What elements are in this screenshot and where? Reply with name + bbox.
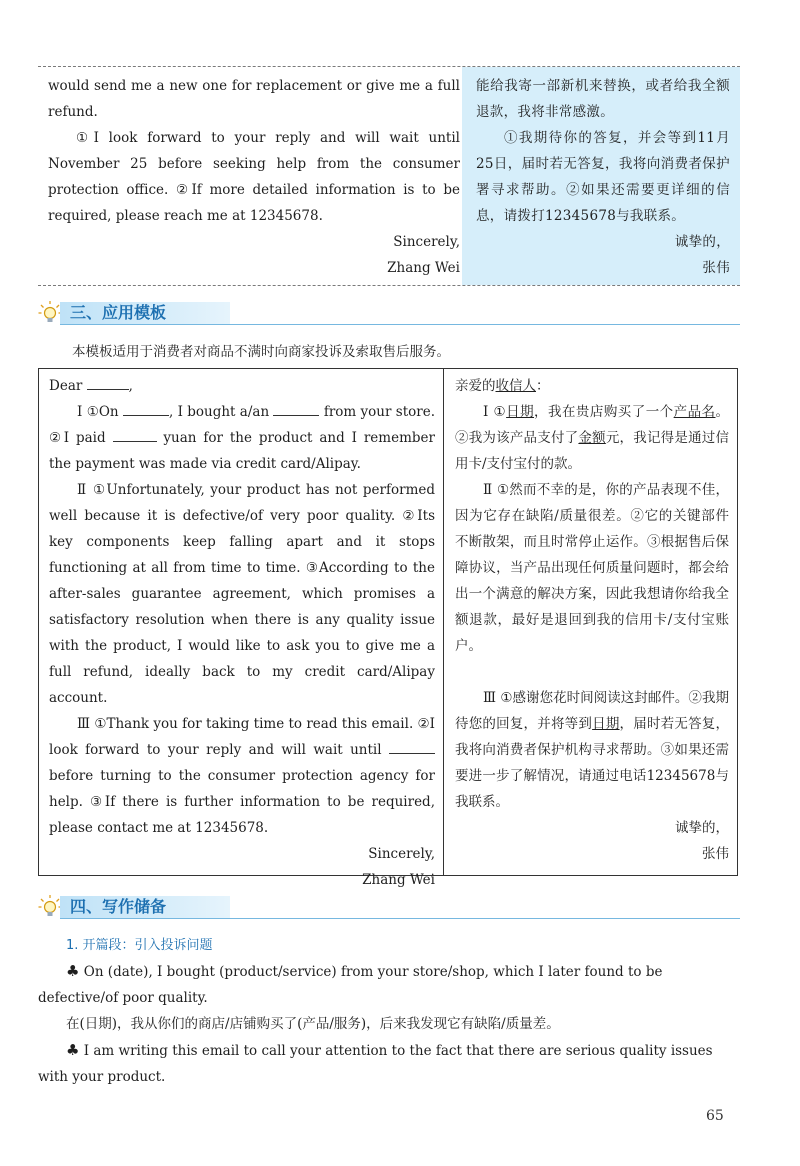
tpl-en-dear: Dear — [49, 378, 83, 394]
lightbulb-icon — [38, 894, 62, 920]
blank-deadline — [389, 739, 435, 754]
phrase-en-2: I am writing this email to call your attention to the fact that there are serious quality issues with your product. — [38, 1043, 713, 1085]
tpl-cn-product: 产品名 — [673, 404, 716, 420]
letter-cn-para1: 能给我寄一部新机来替换，或者给我全额退款，我将非常感激。 — [476, 78, 730, 120]
blank-product — [273, 401, 319, 416]
letter-excerpt — [38, 66, 740, 286]
tpl-cn-p1c: 。②我为该产品支付了 — [455, 404, 730, 446]
tpl-cn-p1a: Ⅰ ① — [483, 404, 507, 420]
letter-cn-signoff: 诚挚的， — [674, 234, 730, 250]
writing-reserve-body — [38, 958, 738, 1090]
tpl-en-p3b: before turning to the consumer protection agency for help. ③If there is further information to be required, please contact me at 12345678. — [49, 768, 435, 836]
section-header-writing-reserve — [38, 894, 740, 920]
tpl-cn-p1b: ，我在贵店购买了一个 — [534, 404, 674, 420]
template-table — [38, 368, 738, 888]
letter-english — [48, 73, 460, 281]
club-icon: ♣ — [66, 962, 80, 980]
tpl-cn-p3a: Ⅲ ①感谢您花时间阅读这封邮件。②我期待您的回复，并将等到 — [455, 690, 729, 732]
template-chinese — [455, 373, 729, 867]
phrase-cn-1: 在(日期)，我从你们的商店/店铺购买了(产品/服务)，后来我发现它有缺陷/质量差。 — [66, 1016, 560, 1032]
tpl-en-p1a: Ⅰ ①On — [77, 404, 119, 420]
tpl-cn-date: 日期 — [506, 404, 535, 420]
letter-en-para2: ①I look forward to your reply and will wait until November 25 before seeking help from the consumer protection office. ②If more detailed information is to be required, please reach me at 12345678. — [48, 130, 460, 224]
tpl-en-p1d: yuan for the product and I remember the payment was made via credit card/Alipay. — [49, 430, 435, 472]
letter-en-name: Zhang Wei — [387, 260, 460, 276]
letter-en-signoff: Sincerely, — [393, 234, 460, 250]
tpl-cn-recipient: 收信人 — [495, 378, 536, 394]
section-title: 四、写作储备 — [70, 897, 167, 916]
letter-chinese — [462, 67, 740, 285]
letter-en-para1: would send me a new one for replacement or give me a full refund. — [48, 78, 460, 120]
club-icon: ♣ — [66, 1041, 80, 1059]
tpl-en-p1c: from your store. ②I paid — [49, 404, 435, 446]
tpl-cn-p3b: ，届时若无答复，我将向消费者保护机构寻求帮助。③如果还需要进一步了解情况，请通过电话12345678与我联系。 — [455, 716, 730, 810]
page-number: 65 — [706, 1108, 724, 1124]
tpl-cn-deadline: 日期 — [592, 716, 620, 732]
blank-recipient — [87, 375, 129, 390]
tpl-cn-p2: Ⅱ ①然而不幸的是，你的产品表现不佳，因为它存在缺陷/质量很差。②它的关键部件不断散架，而且时常停止运作。③根据售后保障协议，当产品出现任何质量问题时，都会给出一个满意的解决方案，因此我想请你给我全额退款，最好是退回到我的信用卡/支付宝账户。 — [455, 482, 729, 654]
subsection-title: 1. 开篇段：引入投诉问题 — [66, 938, 213, 953]
blank-amount — [113, 427, 157, 442]
section-header-templates — [38, 300, 740, 326]
tpl-cn-name: 张伟 — [702, 846, 729, 862]
tpl-en-name: Zhang Wei — [362, 872, 435, 888]
letter-cn-name: 张伟 — [702, 260, 730, 276]
tpl-cn-amount: 金额 — [578, 430, 606, 446]
tpl-cn-p1d: 元，我记得是通过信用卡/支付宝付的款。 — [455, 430, 730, 472]
lightbulb-icon — [38, 300, 62, 326]
tpl-en-p1b: , I bought a/an — [168, 404, 270, 420]
tpl-en-p2: Ⅱ ①Unfortunately, your product has not performed well because it is defective/of very poor quality. ②Its key components keep falling apart and it stops functioning at all from time to time. ③According to the after-sales guarantee agreement, which promises a satisfactory resolution when there is any quality issue with the product, I would like to ask you to give me a full refund, ideally back to my credit card/Alipay account. — [49, 482, 435, 706]
template-intro: 本模板适用于消费者对商品不满时向商家投诉及索取售后服务。 — [72, 344, 450, 360]
tpl-cn-colon: ： — [536, 378, 550, 394]
blank-date — [123, 401, 169, 416]
phrase-en-1: On (date), I bought (product/service) from your store/shop, which I later found to be defective/of poor quality. — [38, 964, 663, 1006]
template-english: Dear , Ⅰ ①On , I bought a/an from your store. ②I paid yuan for the product and I remember the payment was made via credit card/Alipay. Ⅱ ①Unfortunately, your product has not performed well because it is defective/of very poor quality. ②Its key components keep falling apart and it stops functioning at all from time to time. ③According to the after-sales guarantee agreement, which promises a satisfactory resolution when there is any quality issue with the product, I would like to ask you to give me a full refund, ideally back to my credit card/Alipay account. Ⅲ ①Thank you for taking time to read this email. ②I look forward to your reply and will wait until before turning to the consumer protection agency for help. ③If there is further information to be required, please contact me at 12345678. Sincerely, Zhang Wei — [49, 373, 435, 893]
tpl-en-p3a: Ⅲ ①Thank you for taking time to read this email. ②I look forward to your reply and will wait until — [49, 716, 435, 758]
letter-cn-para2: ①我期待你的答复，并会等到11月25日，届时若无答复，我将向消费者保护署寻求帮助。②如果还需要更详细的信息，请拨打12345678与我联系。 — [476, 130, 730, 224]
section-title: 三、应用模板 — [70, 303, 167, 322]
tpl-en-signoff: Sincerely, — [368, 846, 435, 862]
tpl-cn-signoff: 诚挚的， — [675, 820, 729, 836]
tpl-cn-dear: 亲爱的 — [455, 378, 496, 394]
